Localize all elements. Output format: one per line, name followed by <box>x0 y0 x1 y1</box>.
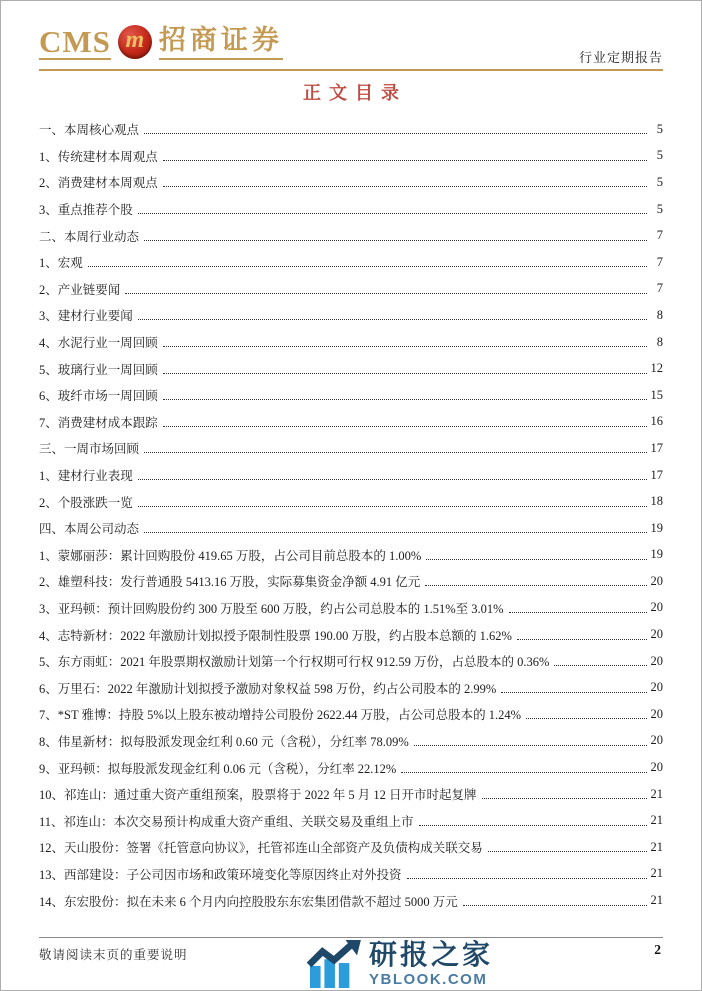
dot-leader <box>401 772 647 773</box>
toc-entry-page-number: 21 <box>650 839 663 854</box>
dot-leader <box>426 559 647 560</box>
toc-entry-page-number: 7 <box>656 281 663 296</box>
dot-leader <box>463 905 647 906</box>
cms-monogram-letter: m <box>125 27 145 53</box>
dot-leader <box>163 399 647 400</box>
toc-entry-label: 11、祁连山：本次交易预计构成重大资产重组、关联交易及重组上市 <box>39 814 414 829</box>
toc-entry-page-number: 20 <box>650 680 663 695</box>
toc-entry[interactable] <box>39 196 663 223</box>
toc-entry-page-number: 7 <box>656 228 663 243</box>
toc-entry-page-number: 20 <box>650 600 663 615</box>
dot-leader <box>144 240 647 241</box>
toc-entry[interactable] <box>39 382 663 409</box>
toc-entry-page-number: 20 <box>650 653 663 668</box>
toc-entry[interactable] <box>39 302 663 329</box>
toc-entry-page-number: 20 <box>650 760 663 775</box>
toc-entry[interactable] <box>39 116 663 143</box>
toc-entry[interactable] <box>39 834 663 861</box>
toc-entry[interactable] <box>39 435 663 462</box>
watermark-title: 研报之家 <box>369 939 494 970</box>
dot-leader <box>517 639 647 640</box>
toc-entry-page-number: 20 <box>650 573 663 588</box>
dot-leader <box>138 479 647 480</box>
toc-entry-label: 13、西部建设：子公司因市场和政策环境变化等原因终止对外投资 <box>39 867 402 882</box>
toc-entry-label: 2、个股涨跌一览 <box>39 495 133 510</box>
toc-entry-label: 5、玻璃行业一周回顾 <box>39 362 158 377</box>
toc-entry[interactable] <box>39 781 663 808</box>
toc-entry[interactable] <box>39 222 663 249</box>
toc-entry-page-number: 5 <box>656 201 663 216</box>
toc-entry-page-number: 17 <box>650 467 663 482</box>
toc-entry-page-number: 21 <box>650 786 663 801</box>
toc-entry-page-number: 18 <box>650 494 663 509</box>
toc-entry-label: 7、消费建材成本跟踪 <box>39 415 158 430</box>
toc-entry-label: 4、志特新材：2022 年激励计划拟授予限制性股票 190.00 万股，约占股本总额的 1.62% <box>39 628 512 643</box>
dot-leader <box>163 373 647 374</box>
toc-entry[interactable] <box>39 355 663 382</box>
footer-page-number: 2 <box>654 942 661 957</box>
dot-leader <box>144 452 647 453</box>
toc-entry-label: 3、亚玛顿：预计回购股份约 300 万股至 600 万股，约占公司总股本的 1.51%至 3.01% <box>39 601 504 616</box>
toc-entry-page-number: 21 <box>650 813 663 828</box>
toc-entry-label: 四、本周公司动态 <box>39 522 140 537</box>
toc-entry-page-number: 5 <box>656 174 663 189</box>
dot-leader <box>488 851 647 852</box>
dot-leader <box>163 160 647 161</box>
toc-entry-page-number: 8 <box>656 307 663 322</box>
toc-entry-page-number: 21 <box>650 866 663 881</box>
toc-entry[interactable] <box>39 728 663 755</box>
toc-entry-page-number: 20 <box>650 706 663 721</box>
toc-entry-page-number: 16 <box>650 414 663 429</box>
toc-entry-label: 8、伟星新材：拟每股派发现金红利 0.60 元（含税），分红率 78.09% <box>39 734 409 749</box>
toc-entry[interactable] <box>39 754 663 781</box>
toc-entry-page-number: 5 <box>656 148 663 163</box>
toc-entry[interactable] <box>39 515 663 542</box>
dot-leader <box>526 718 647 719</box>
toc-entry[interactable] <box>39 249 663 276</box>
toc-entry[interactable] <box>39 701 663 728</box>
toc-entry[interactable] <box>39 542 663 569</box>
toc-entry[interactable] <box>39 674 663 701</box>
watermark-domain: YBLOOK.COM <box>369 971 488 988</box>
toc-entry[interactable] <box>39 329 663 356</box>
toc-entry-label: 一、本周核心观点 <box>39 123 140 138</box>
toc-entry[interactable] <box>39 648 663 675</box>
toc-entry-label: 4、水泥行业一周回顾 <box>39 336 158 351</box>
watermark-text <box>369 941 493 987</box>
toc-entry-label: 1、传统建材本周观点 <box>39 149 158 164</box>
toc-entry[interactable] <box>39 595 663 622</box>
dot-leader <box>414 745 647 746</box>
toc-entry-page-number: 19 <box>650 520 663 535</box>
dot-leader <box>163 426 647 427</box>
toc-entry-page-number: 5 <box>656 121 663 136</box>
dot-leader <box>419 825 647 826</box>
toc-entry-page-number: 12 <box>650 361 663 376</box>
toc-entry-label: 6、玻纤市场一周回顾 <box>39 389 158 404</box>
toc-entry[interactable] <box>39 621 663 648</box>
toc-entry[interactable] <box>39 409 663 436</box>
toc-entry-label: 2、雄塑科技：发行普通股 5413.16 万股，实际募集资金净额 4.91 亿元 <box>39 575 421 590</box>
toc-entry[interactable] <box>39 488 663 515</box>
toc-entry-page-number: 17 <box>650 440 663 455</box>
cms-monogram-icon <box>118 25 152 59</box>
dot-leader <box>138 319 647 320</box>
toc-entry[interactable] <box>39 861 663 888</box>
toc-entry-label: 3、重点推荐个股 <box>39 203 133 218</box>
toc-entry[interactable] <box>39 462 663 489</box>
toc-entry-label: 2、消费建材本周观点 <box>39 176 158 191</box>
dot-leader <box>138 506 647 507</box>
dot-leader <box>144 532 647 533</box>
toc-entry-page-number: 20 <box>650 733 663 748</box>
toc-entry-page-number: 19 <box>650 547 663 562</box>
toc-entry-page-number: 8 <box>656 334 663 349</box>
cms-logo-text: CMS <box>39 24 111 59</box>
dot-leader <box>125 293 647 294</box>
toc-entry[interactable] <box>39 276 663 303</box>
table-of-contents <box>39 116 663 914</box>
toc-entry[interactable] <box>39 568 663 595</box>
toc-entry-label: 3、建材行业要闻 <box>39 309 133 324</box>
toc-entry-label: 5、东方雨虹：2021 年股票期权激励计划第一个行权期可行权 912.59 万份，占总股本的 0.36% <box>39 655 550 670</box>
brand-name: 招商证券 <box>159 26 283 60</box>
toc-entry[interactable] <box>39 807 663 834</box>
toc-entry-label: 1、蒙娜丽莎：累计回购股份 419.65 万股，占公司目前总股本的 1.00% <box>39 548 422 563</box>
toc-entry-label: 1、建材行业表现 <box>39 469 133 484</box>
dot-leader <box>163 346 647 347</box>
toc-entry[interactable] <box>39 887 663 914</box>
dot-leader <box>501 692 647 693</box>
toc-entry-page-number: 20 <box>650 627 663 642</box>
dot-leader <box>163 186 647 187</box>
footer-disclaimer: 敬请阅读末页的重要说明 <box>39 948 188 962</box>
toc-entry-page-number: 7 <box>656 254 663 269</box>
page-title: 正文目录 <box>303 83 407 103</box>
toc-entry-page-number: 21 <box>650 893 663 908</box>
toc-entry-label: 2、产业链要闻 <box>39 282 121 297</box>
toc-entry-label: 9、亚玛顿：拟每股派发现金红利 0.06 元（含税），分红率 22.12% <box>39 761 397 776</box>
toc-entry[interactable] <box>39 143 663 170</box>
header-rule <box>39 69 663 71</box>
dot-leader <box>554 665 647 666</box>
toc-entry-label: 1、宏观 <box>39 256 83 271</box>
dot-leader <box>88 266 647 267</box>
dot-leader <box>425 585 647 586</box>
toc-entry-label: 三、一周市场回顾 <box>39 442 140 457</box>
dot-leader <box>144 133 647 134</box>
toc-entry-label: 10、祁连山：通过重大资产重组预案，股票将于 2022 年 5 月 12 日开市时起复牌 <box>39 788 477 803</box>
toc-entry-page-number: 15 <box>650 387 663 402</box>
toc-entry-label: 6、万里石：2022 年激励计划拟授予激励对象权益 598 万份，约占公司股本的 2.99% <box>39 681 497 696</box>
dot-leader <box>509 612 647 613</box>
cms-logo <box>39 25 283 61</box>
toc-entry-label: 12、天山股份：签署《托管意向协议》，托管祁连山全部资产及负债构成关联交易 <box>39 841 483 856</box>
bar-chart-arrow-icon <box>307 940 361 988</box>
toc-entry[interactable] <box>39 169 663 196</box>
ybook-watermark <box>301 938 499 990</box>
dot-leader <box>138 213 647 214</box>
dot-leader <box>407 878 647 879</box>
toc-entry-label: 7、*ST 雅博：持股 5%以上股东被动增持公司股份 2622.44 万股，占公司总股本的 1.24% <box>39 708 522 723</box>
toc-entry-label: 14、东宏股份：拟在未来 6 个月内向控股股东东宏集团借款不超过 5000 万元 <box>39 894 458 909</box>
toc-entry-label: 二、本周行业动态 <box>39 229 140 244</box>
report-type-label: 行业定期报告 <box>578 50 663 65</box>
dot-leader <box>482 798 647 799</box>
